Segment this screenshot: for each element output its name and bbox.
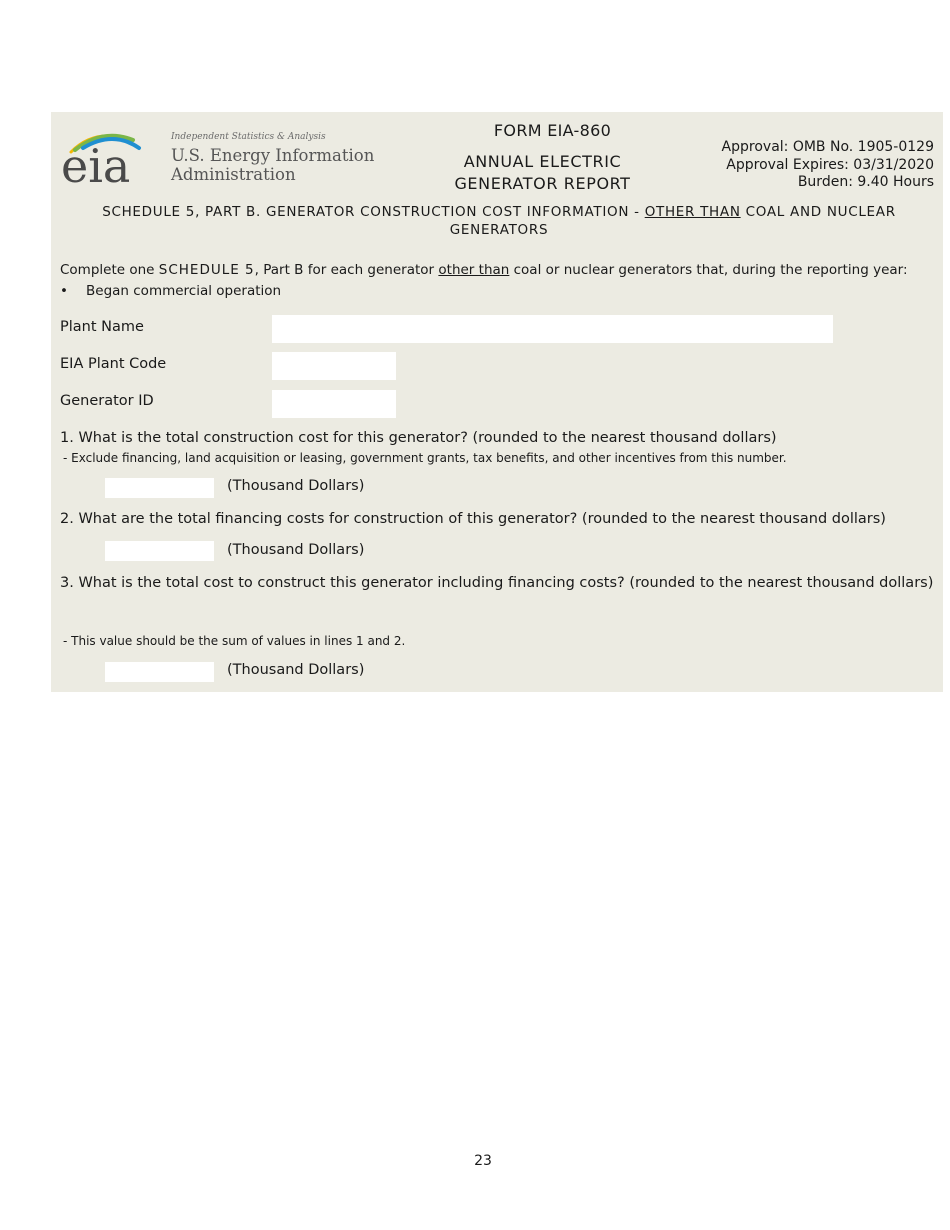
burden-hours: Burden: 9.40 Hours (797, 174, 934, 190)
form-number: FORM EIA-860 (493, 121, 612, 140)
question-3-unit: (Thousand Dollars) (227, 662, 365, 678)
plant-name-input[interactable] (272, 315, 833, 343)
logo-agency-name: U.S. Energy Information Administration (171, 146, 375, 184)
question-2: 2. What are the total financing costs for construction of this generator? (rounded to the nearest thousand dollars) (60, 511, 886, 527)
question-1-note: - Exclude financing, land acquisition or leasing, government grants, tax benefits, and other incentives from this number. (63, 451, 787, 465)
approval-block (722, 139, 934, 192)
eia-logo-mark: eia (61, 139, 131, 186)
page-number: 23 (474, 1153, 492, 1169)
question-1-unit: (Thousand Dollars) (227, 478, 365, 494)
question-1: 1. What is the total construction cost for this generator? (rounded to the nearest thousand dollars) (60, 430, 777, 446)
logo-tagline: Independent Statistics & Analysis (171, 132, 326, 142)
schedule-title: SCHEDULE 5, PART B. GENERATOR CONSTRUCTION COST INFORMATION - OTHER THAN COAL AND NUCLEAR GENERATORS (102, 204, 896, 238)
question-2-unit: (Thousand Dollars) (227, 542, 365, 558)
plant-name-label: Plant Name (60, 319, 144, 335)
eia-logo-icon (61, 124, 161, 186)
instructions: Complete one SCHEDULE 5, Part B for each generator other than coal or nuclear generators that, during the reporting year: (60, 262, 908, 278)
plant-code-input[interactable] (272, 352, 396, 380)
financing-cost-input[interactable] (105, 541, 214, 561)
approval-omb: Approval: OMB No. 1905-0129 (721, 139, 934, 155)
instruction-bullet: • Began commercial operation (60, 283, 282, 299)
question-3: 3. What is the total cost to construct this generator including financing costs? (rounded to the nearest thousand dollars) (60, 575, 934, 591)
generator-id-label: Generator ID (60, 393, 154, 409)
generator-id-input[interactable] (272, 390, 396, 418)
total-cost-input[interactable] (105, 662, 214, 682)
report-title: ANNUAL ELECTRIC GENERATOR REPORT (454, 152, 631, 193)
eia-logo (61, 124, 375, 186)
construction-cost-input[interactable] (105, 478, 214, 498)
form-panel (51, 112, 943, 692)
question-3-note: - This value should be the sum of values in lines 1 and 2. (63, 634, 406, 648)
plant-code-label: EIA Plant Code (60, 356, 167, 372)
approval-expires: Approval Expires: 03/31/2020 (726, 156, 934, 173)
